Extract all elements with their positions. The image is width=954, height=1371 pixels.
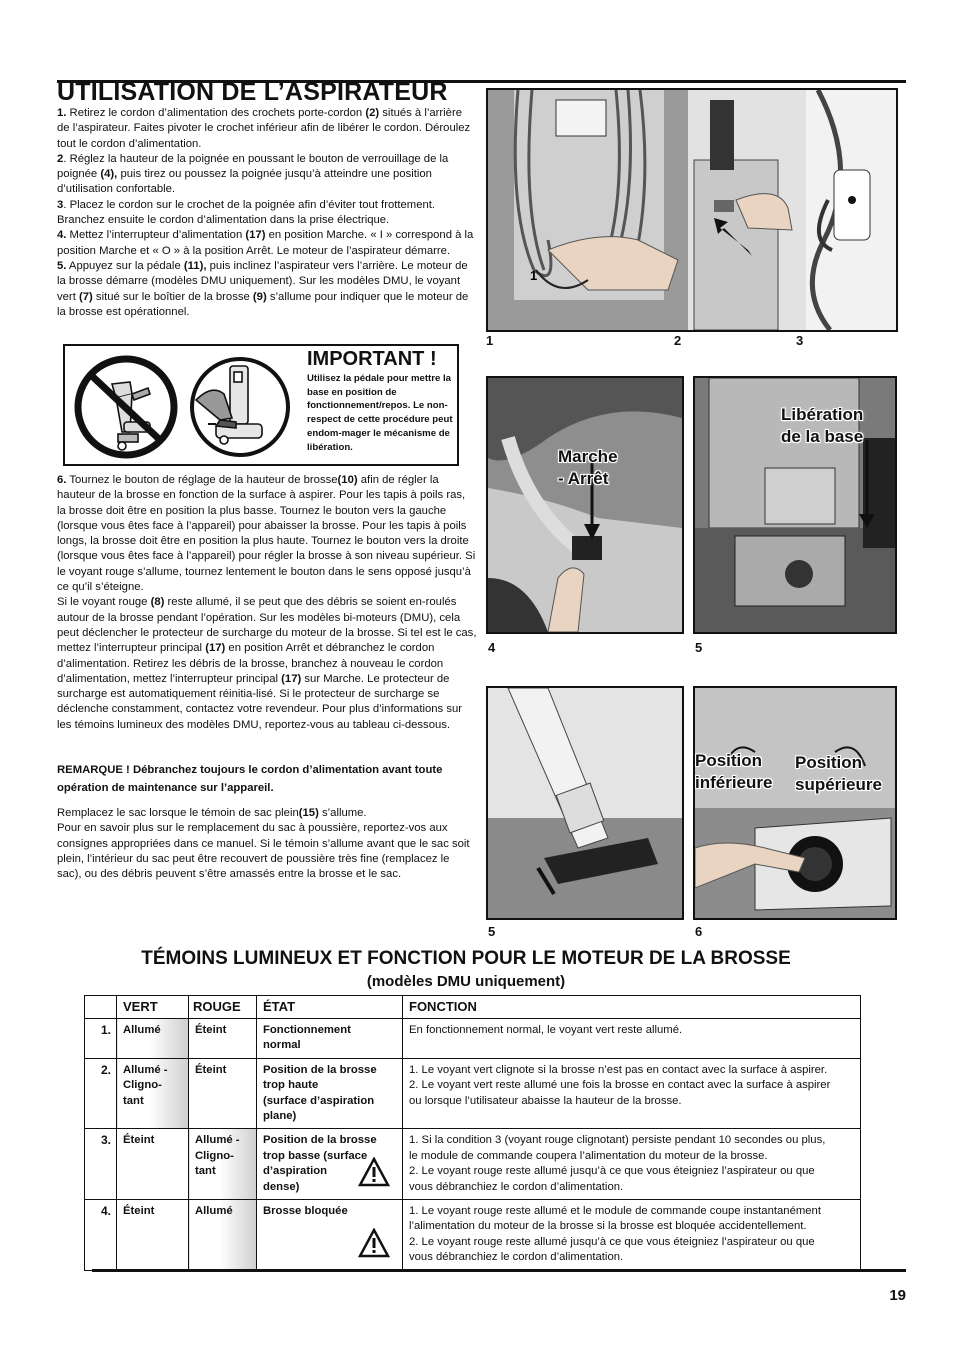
row-number: 3. — [85, 1129, 117, 1200]
photo-base-release — [693, 376, 897, 634]
step-2: 2. Réglez la hauteur de la poignée en poussant le bouton de verrouillage de la poignée (4), puis tirez ou poussez la poignée jusqu’à atteindre une position d’utilisation confortable. — [57, 152, 449, 196]
tilt-photo-drawing — [488, 688, 682, 918]
important-title: IMPORTANT ! — [307, 348, 437, 370]
important-box — [63, 344, 459, 466]
important-text: Utilisez la pédale pour mettre la base en position de fonctionnement/repos. Le non-respect de cette procédure peut endom-mager le mécanisme de libération. — [307, 373, 453, 453]
pedal-usage-icon — [186, 354, 294, 460]
label-marche-arret: Marche - Arrêt — [558, 447, 618, 488]
cell-rouge: Allumé — [189, 1200, 257, 1271]
cell-rouge: Éteint — [189, 1058, 257, 1129]
cell-fonction: 1. Le voyant vert clignote si la brosse n’est pas en contact avec la surface à aspirer. 2. Le voyant vert reste allumé une fois la brosse en contact avec la surface à aspirer ou lorsque l’utilisateur abaisse la hauteur de la brosse. — [403, 1058, 861, 1129]
caption-5b: 5 — [488, 924, 496, 939]
cell-etat: Position de la brosse trop haute (surface d’aspiration plane) — [257, 1058, 403, 1129]
caption-5a: 5 — [695, 640, 703, 655]
no-pedal-icon — [72, 354, 180, 460]
steps-top — [57, 106, 477, 320]
step-1: 1. Retirez le cordon d’alimentation des crochets porte-cordon (2) situés à l’arrière de l’aspirateur. Faites pivoter le crochet inférieur afin de libérer le cordon. Déroulez tout le cordon d’alimentation. — [57, 107, 471, 150]
cell-etat: Brosse bloquée — [257, 1200, 403, 1271]
cell-etat: Position de la brosse trop basse (surface d’aspiration dense) — [257, 1129, 403, 1200]
table-row — [85, 1058, 861, 1129]
caption-2: 2 — [674, 333, 682, 348]
header-etat: ÉTAT — [257, 996, 403, 1019]
header-fonction: FONCTION — [403, 996, 861, 1019]
status-table — [84, 995, 861, 1271]
photo-cord-release — [486, 88, 898, 332]
cell-fonction: 1. Le voyant rouge reste allumé et le module de commande coupe instantanément l’alimentation du moteur de la brosse si la brosse est bloquée accidentellement. 2. Le voyant rouge reste allumé jusqu’à ce que vous éteigniez l’aspirateur ou que vous débranchiez le cordon d’alimentation. — [403, 1200, 861, 1271]
photo-switch — [486, 376, 684, 634]
caption-4: 4 — [488, 640, 496, 655]
header-rouge: ROUGE — [189, 996, 257, 1019]
row-number: 4. — [85, 1200, 117, 1271]
caption-1: 1 — [486, 333, 494, 348]
table-subtitle: (modèles DMU uniquement) — [366, 973, 566, 990]
cell-vert: Allumé — [117, 1019, 189, 1059]
label-position-inferieure: Position inférieure — [695, 751, 773, 792]
label-liberation-base: Libération de la base — [781, 405, 864, 446]
page-number: 19 — [889, 1287, 906, 1304]
step-6-rouge: Si le voyant rouge (8) reste allumé, il se peut que des débris se soient en-roulés autour de la brosse pendant l’opération. Sur les modèles bi-moteurs (DMU), cela peut déclencher le protecteur de surcharge du moteur de la brosse. Si tel est le cas, mettez l’interrupteur principal (17) en position Arrêt et débranchez le cordon d’alimentation. Retirez les débris de la brosse, branchez à nouveau le cordon d’alimentation, mettez l’interrupteur principal (17) sur Marche. Le protecteur de surcharge est automatiquement réinitia-lisé. Si le protecteur de surcharge se déclenche constamment, contactez votre revendeur. Pour plus d’informations sur les témoins lumineux des modèles DMU, reportez-vous au tableau ci-dessous. — [57, 596, 477, 731]
label-position-superieure: Position supérieure — [795, 753, 882, 794]
row-number: 1. — [85, 1019, 117, 1059]
page-title: UTILISATION DE L’ASPIRATEUR — [57, 78, 448, 106]
cell-fonction: 1. Si la condition 3 (voyant rouge clignotant) persiste pendant 10 secondes ou plus, le module de commande coupera l’alimentation du moteur de la brosse. 2. Le voyant rouge reste allumé jusqu’à ce que vous éteigniez l’aspirateur ou que vous débranchiez le cordon d’alimentation. — [403, 1129, 861, 1200]
step-5: 5. Appuyez sur la pédale (11), puis inclinez l’aspirateur vers l’arrière. Le moteur de la brosse démarre (modèles DMU uniquement). Sur les modèles DMU, le voyant vert (7) situé sur le boîtier de la brosse (9) s’allume pour indiquer que le moteur de la brosse est opérationnel. — [57, 259, 469, 318]
bag-line: Remplacez le sac lorsque le témoin de sac plein(15) s’allume. — [57, 807, 367, 819]
bag-block — [57, 806, 477, 882]
header-vert: VERT — [117, 996, 189, 1019]
cell-etat: Fonctionnement normal — [257, 1019, 403, 1059]
step-3: 3. Placez le cordon sur le crochet de la poignée afin d’éviter tout frottement. Branchez ensuite le cordon d’alimentation dans la prise électrique. — [57, 198, 436, 227]
cell-vert: Éteint — [117, 1200, 189, 1271]
remarque: REMARQUE ! Débranchez toujours le cordon d’alimentation avant toute opération de maintenance sur l’appareil. — [57, 764, 443, 794]
photo-tilt — [486, 686, 684, 920]
knob-photo-drawing — [695, 688, 895, 918]
cell-rouge: Éteint — [189, 1019, 257, 1059]
header-blank — [85, 996, 117, 1019]
warning-icon — [358, 1157, 390, 1187]
photo-height-knob — [693, 686, 897, 920]
warning-icon — [358, 1228, 390, 1258]
cord-photo-drawing — [488, 90, 896, 330]
row-number: 2. — [85, 1058, 117, 1129]
cord-inner-label: 1 — [530, 268, 538, 283]
cell-vert: Éteint — [117, 1129, 189, 1200]
switch-photo-drawing — [488, 378, 682, 632]
table-row — [85, 1129, 861, 1200]
table-row — [85, 1019, 861, 1059]
bag-more: Pour en savoir plus sur le remplacement du sac à poussière, reportez-vos aux consignes appropriées dans ce manuel. Si le témoin s’allume avant que le sac soit plein, l’intérieur du sac peut être recouvert de poussière très fine (remplacez le sac), ou des débris peuvent s’être amassés entre la brosse et le sac. — [57, 822, 470, 881]
table-title: TÉMOINS LUMINEUX ET FONCTION POUR LE MOTEUR DE LA BROSSE — [141, 948, 791, 969]
bottom-rule — [92, 1269, 906, 1272]
cell-vert: Allumé - Cligno- tant — [117, 1058, 189, 1129]
step-4: 4. Mettez l’interrupteur d’alimentation (17) en position Marche. « I » correspond à la position Marche et « O » à la position Arrêt. Le moteur de l’aspirateur démarre. — [57, 229, 474, 257]
table-row — [85, 1200, 861, 1271]
table-header-row — [85, 996, 861, 1019]
step-6-block — [57, 473, 477, 733]
caption-3: 3 — [796, 333, 804, 348]
caption-6: 6 — [695, 924, 703, 939]
cell-rouge: Allumé - Cligno- tant — [189, 1129, 257, 1200]
step-6: 6. Tournez le bouton de réglage de la hauteur de brosse(10) afin de régler la hauteur de la brosse en fonction de la surface à aspirer. Pour les tapis à poils ras, la brosse doit être en position la plus basse. Tournez le bouton vers la gauche (lorsque vous êtes face à l’appareil) pour abaisser la brosse. Pour les tapis à poils longs, la brosse doit être en position la plus haute. Tournez le bouton vers la droite (lorsque vous êtes face à l’appareil) pour régler la brosse à son niveau supérieur. Si le voyant rouge s’allume, tournez lentement le bouton dans le sens opposé jusqu’à ce qu’il s’éteigne. — [57, 474, 476, 594]
cell-fonction: En fonctionnement normal, le voyant vert reste allumé. — [403, 1019, 861, 1059]
